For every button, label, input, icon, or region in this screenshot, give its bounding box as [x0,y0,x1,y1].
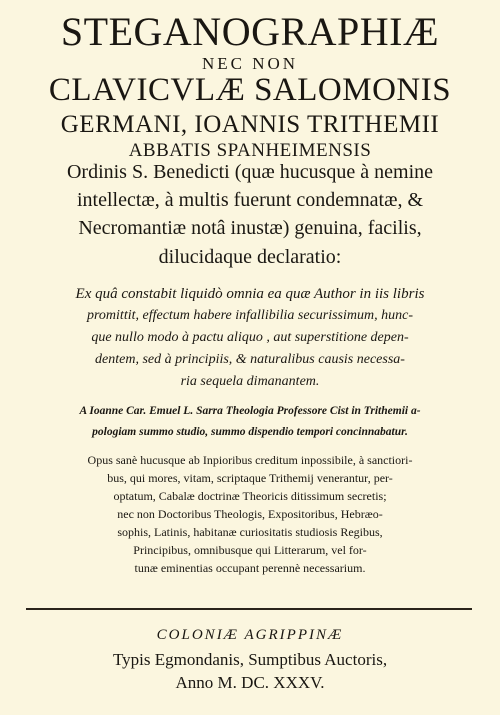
imprint-printer: Typis Egmondanis, Sumptibus Auctoris, [112,650,388,669]
body-line-6: Principibus, omnibusque qui Litterarum, vel for- [133,543,367,557]
editor-line-1: A Ioanne Car. Emuel L. Sarra Theologia Professore Cist in Trithemii a- [79,405,421,417]
body-line-2: bus, qui mores, vitam, scriptaque Trithemij venerantur, per- [107,471,393,485]
body-line-1: Opus sanè hucusque ab Inpioribus creditum inpossibile, à sanctiori- [87,453,413,467]
description-line-4: dilucidaque declaratio: [158,246,342,268]
description-line-2: intellectæ, à multis fuerunt condemnatæ, & [76,189,424,211]
editor-line-2: pologiam summo studio, summo dispendio tempori concinnabatur. [92,426,408,438]
italic-line-3: que nullo modo à pactu aliquo , aut superstitione depen- [91,330,409,345]
body-line-3: optatum, Cabalæ doctrinæ Theoricis ditissimum secretis; [113,489,387,503]
title-line-1: STEGANOGRAPHIÆ [60,9,440,54]
imprint-year: Anno M. DC. XXXV. [175,673,325,692]
title-line-3: CLAVICVLÆ SALOMONIS [48,72,452,108]
imprint-place: COLONIÆ AGRIPPINÆ [156,627,344,643]
body-line-5: sophis, Latinis, habitanæ curiositatis studiosis Regibus, [117,525,383,539]
description-line-3: Necromantiæ notâ inustæ) genuina, facilis, [78,217,422,239]
title-line-2: NEC NON [201,54,299,73]
italic-line-5: ria sequela dimanantem. [180,374,320,389]
body-line-7: tunæ eminentias occupant perennè necessarium. [134,561,366,575]
author-line: GERMANI, IOANNIS TRITHEMII [60,111,440,138]
italic-line-1: Ex quâ constabit liquidò omnia ea quæ Author in iis libris [75,286,425,302]
body-line-4: nec non Doctoribus Theologis, Expositoribus, Hebræo- [117,507,383,521]
italic-line-4: dentem, sed à principiis, & naturalibus causis necessa- [95,352,405,367]
abbot-line: ABBATIS SPANHEIMENSIS [128,140,372,161]
separator-rule [26,608,472,610]
description-line-1: Ordinis S. Benedicti (quæ hucusque à nemine [66,161,434,183]
italic-line-2: promittit, effectum habere infallibilia securissimum, hunc- [87,308,413,323]
